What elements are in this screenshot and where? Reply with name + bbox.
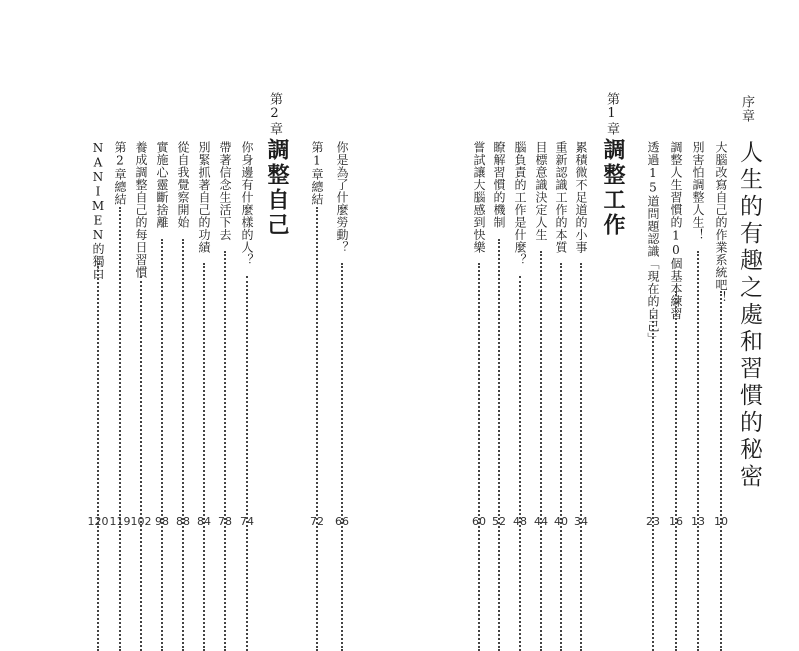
chapter1-label: 第1章 (604, 92, 619, 136)
dotted-leader (140, 276, 144, 651)
toc-entry[interactable] (112, 141, 128, 311)
chapter2-title: 調整自己 (264, 138, 290, 238)
toc-entry[interactable] (154, 141, 170, 311)
dotted-leader (720, 291, 724, 651)
toc-entry[interactable] (90, 141, 106, 311)
toc-entry-text: 目標意識決定人生 (534, 141, 548, 241)
toc-entry[interactable] (668, 141, 684, 320)
toc-entry[interactable] (217, 141, 233, 311)
toc-page-number: 102 (130, 515, 152, 528)
toc-entry-text: 別緊抓著自己的功績 (197, 141, 211, 254)
toc-entry[interactable] (196, 141, 212, 311)
dotted-leader (560, 263, 564, 651)
preface-label: 序章 (739, 95, 754, 123)
toc-entry[interactable] (471, 141, 487, 311)
dotted-leader (498, 239, 502, 651)
toc-entry-text: 嘗試讓大腦感到快樂 (472, 141, 486, 254)
toc-page-number: 72 (310, 515, 324, 528)
toc-page-number: 98 (155, 515, 169, 528)
toc-entry-text: 別害怕調整人生！ (691, 141, 705, 241)
dotted-leader (182, 239, 186, 651)
toc-page-number: 66 (335, 515, 349, 528)
toc-page-number: 13 (691, 515, 705, 528)
toc-entry[interactable] (690, 141, 706, 311)
dotted-leader (97, 263, 101, 651)
toc-entry[interactable] (645, 141, 661, 345)
chapter1-title: 調整工作 (600, 138, 626, 238)
dotted-leader (580, 263, 584, 651)
toc-entry-text: 第1章總結 (310, 141, 324, 206)
toc-entry[interactable] (553, 141, 569, 311)
dotted-leader (246, 276, 250, 651)
toc-entry[interactable] (133, 141, 149, 311)
toc-page-number: 40 (554, 515, 568, 528)
dotted-leader (540, 251, 544, 651)
toc-page-number: 48 (513, 515, 527, 528)
dotted-leader (652, 316, 656, 651)
toc-page-number: 16 (669, 515, 683, 528)
toc-entry-text: 實施心靈斷捨離 (155, 141, 169, 229)
toc-page-number: 88 (176, 515, 190, 528)
toc-entry[interactable] (309, 141, 325, 311)
toc-entry-text: 重新認識工作的本質 (554, 141, 568, 254)
toc-page-number: 78 (218, 515, 232, 528)
toc-page-number: 120 (87, 515, 109, 528)
dotted-leader (224, 251, 228, 651)
toc-entry-text: 帶著信念生活下去 (218, 141, 232, 241)
toc-page-number: 23 (646, 515, 660, 528)
toc-entry[interactable] (533, 141, 549, 311)
toc-entry-text: 調整人生習慣的10個基本練習 (669, 141, 683, 320)
toc-page-number: 60 (472, 515, 486, 528)
toc-entry-text: 透過15道問題認識「現在的自己」 (646, 141, 660, 345)
toc-page-number: 74 (240, 515, 254, 528)
dotted-leader (341, 263, 345, 651)
toc-entry[interactable] (334, 141, 350, 311)
toc-entry-text: 你身邊有什麼樣的人？ (240, 141, 254, 266)
toc-entry[interactable] (512, 141, 528, 311)
toc-entry-text: 累積微不足道的小事 (574, 141, 588, 254)
toc-page-number: 119 (109, 515, 131, 528)
toc-entry[interactable] (239, 141, 255, 311)
toc-page-number: 10 (714, 515, 728, 528)
toc-entry-text: 瞭解習慣的機制 (492, 141, 506, 229)
toc-entry[interactable] (491, 141, 507, 311)
toc-page-number: 44 (534, 515, 548, 528)
dotted-leader (675, 291, 679, 651)
dotted-leader (519, 276, 523, 651)
toc-entry[interactable] (175, 141, 191, 311)
toc-page-number: 84 (197, 515, 211, 528)
toc-entry[interactable] (713, 141, 729, 311)
dotted-leader (161, 239, 165, 651)
toc-entry-text: NANIMEN的獨白 (91, 141, 105, 280)
toc-entry-text: 你是為了什麼勞動？ (335, 141, 349, 254)
dotted-leader (119, 207, 123, 651)
toc-entry-text: 腦負責的工作是什麼？ (513, 141, 527, 266)
preface-title: 人生的有趣之處和習慣的秘密 (736, 140, 762, 491)
dotted-leader (316, 207, 320, 651)
toc-entry-text: 從自我覺察開始 (176, 141, 190, 229)
toc-entry-text: 大腦改寫自己的作業系統吧！ (714, 141, 728, 304)
toc-entry[interactable] (573, 141, 589, 311)
dotted-leader (697, 251, 701, 651)
toc-page-number: 34 (574, 515, 588, 528)
toc-entry-text: 養成調整自己的每日習慣 (134, 141, 148, 279)
dotted-leader (203, 263, 207, 651)
dotted-leader (478, 263, 482, 651)
chapter2-label: 第2章 (267, 92, 282, 136)
toc-page-number: 52 (492, 515, 506, 528)
toc-entry-text: 第2章總結 (113, 141, 127, 206)
